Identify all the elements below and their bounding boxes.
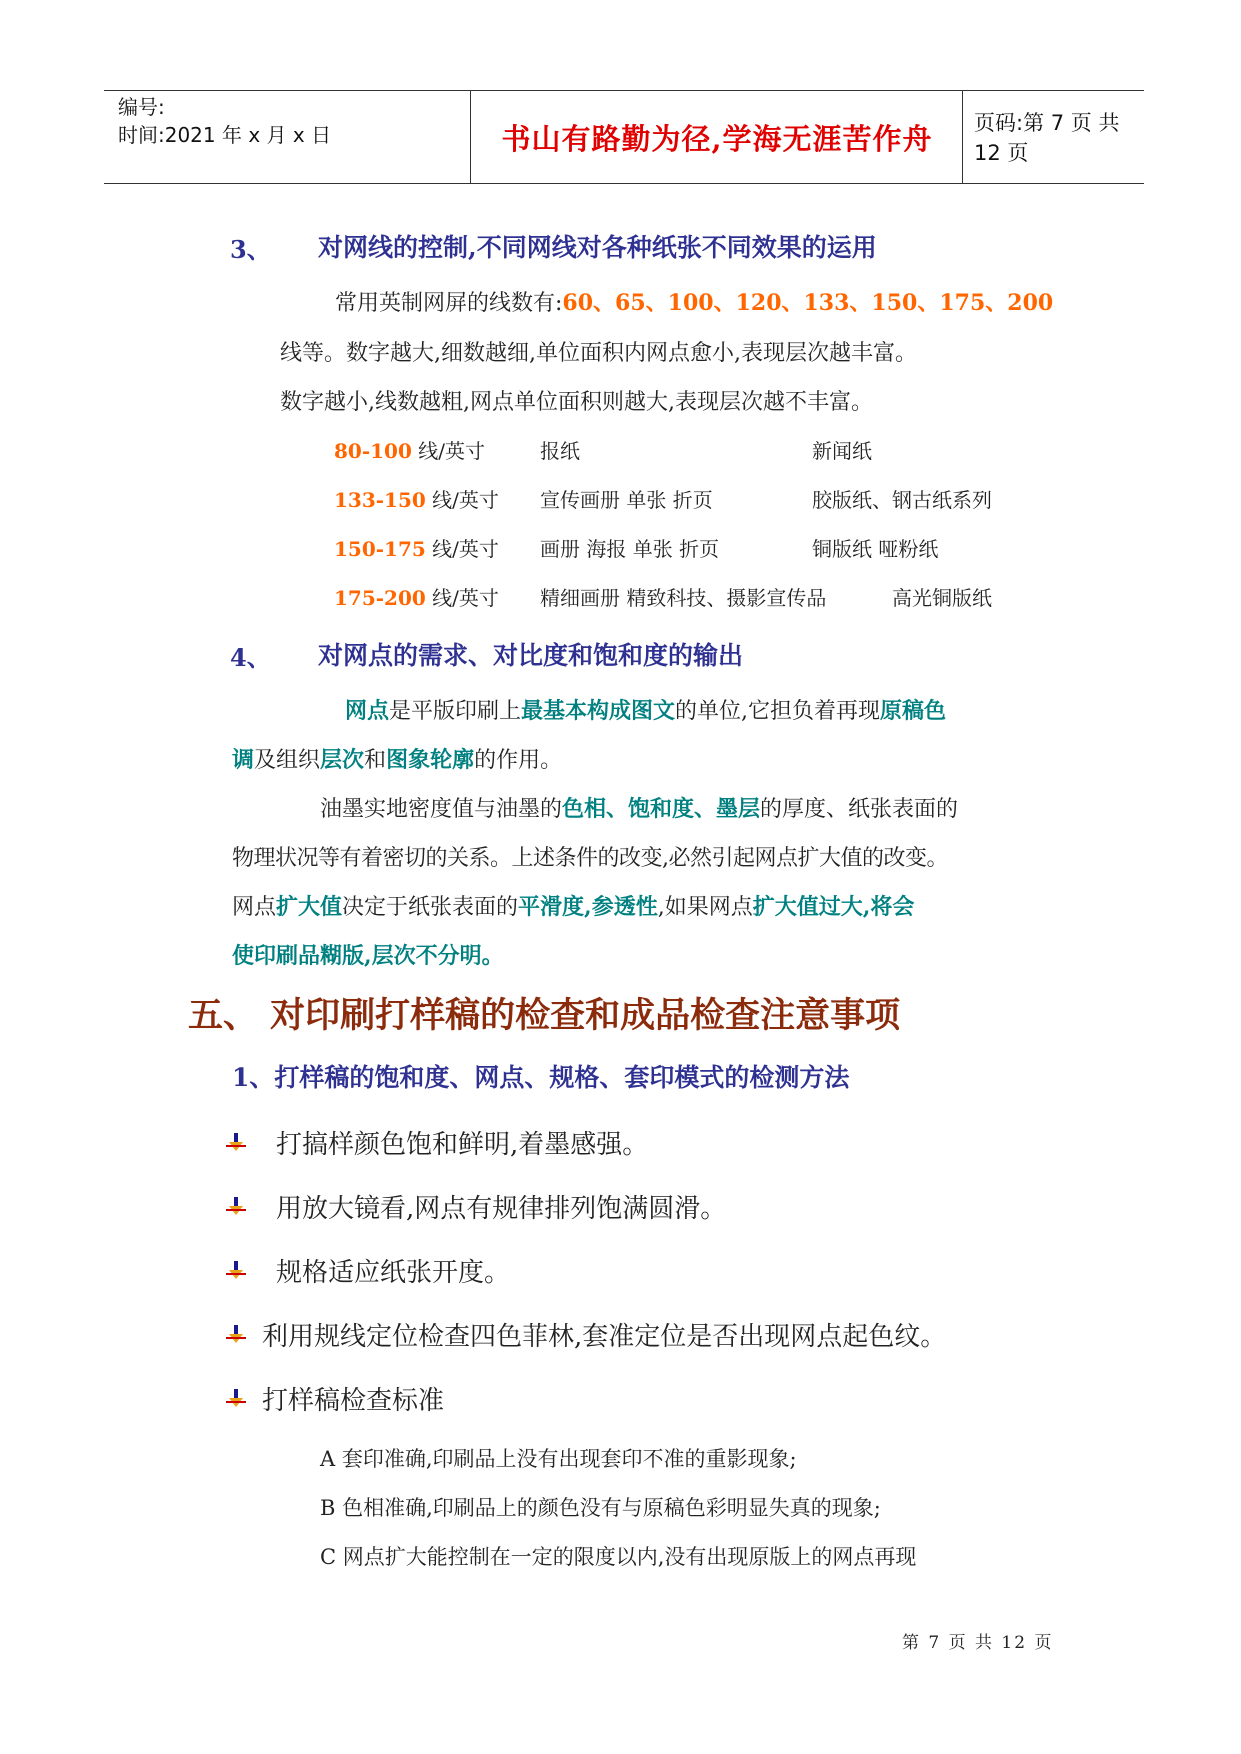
standard-item: A 套印准确,印刷品上没有出现套印不准的重影现象; [320, 1447, 797, 1471]
line-count-values: 60、65、100、120、133、150、175、200 [562, 290, 1054, 316]
line-range: 80-100 [334, 439, 412, 463]
term: 原稿色 [880, 698, 947, 724]
term: 层次 [320, 747, 365, 773]
section3-title: 对网线的控制,不同网线对各种纸张不同效果的运用 [318, 233, 877, 262]
section4-para2-line3 [232, 890, 914, 921]
term: 扩大值过大,将会 [752, 894, 915, 920]
table-row [334, 435, 485, 464]
header-page-label: 页码:第 7 页 共 12 页 [974, 111, 1120, 165]
term: 网点 [345, 698, 390, 724]
bullet-item: 规格适应纸张开度。 [276, 1258, 511, 1288]
section3-para-line2: 线等。数字越大,细数越细,单位面积内网点愈小,表现层次越丰富。 [280, 341, 917, 366]
line-unit: 线/英寸 [425, 586, 499, 610]
line-range: 150-175 [334, 537, 426, 561]
table-row [334, 533, 499, 562]
table-row [334, 582, 499, 611]
para-text: 常用英制网屏的线数有: [335, 291, 563, 316]
line-unit: 线/英寸 [411, 439, 485, 463]
arrow-bullet-icon [226, 1261, 246, 1281]
arrow-bullet-icon [226, 1133, 246, 1153]
arrow-bullet-icon [226, 1325, 246, 1345]
bullet-item: 打样稿检查标准 [262, 1386, 445, 1416]
para-text: 是平版印刷上 [389, 699, 522, 724]
bullet-item: 打搞样颜色饱和鲜明,着墨感强。 [276, 1130, 649, 1160]
term: 扩大值 [276, 894, 343, 920]
arrow-bullet-icon [226, 1389, 246, 1409]
term: 图象轮廓 [386, 747, 475, 773]
doc-number-label: 编号: [118, 95, 165, 119]
bullet-item: 利用规线定位检查四色菲林,套准定位是否出现网点起色纹。 [262, 1322, 947, 1352]
line-range: 175-200 [334, 586, 426, 610]
section4-para2-line4: 使印刷品糊版,层次不分明。 [232, 943, 504, 969]
section4-para1-line2 [232, 743, 562, 774]
page-footer: 第 7 页 共 12 页 [902, 1633, 1054, 1653]
section4-title: 对网点的需求、对比度和饱和度的输出 [318, 641, 744, 670]
arrow-bullet-icon [226, 1197, 246, 1217]
section3-para-line1 [335, 286, 1053, 317]
para-text: ,如果网点 [657, 895, 753, 920]
table-row [334, 484, 499, 513]
para-text: 和 [364, 748, 387, 773]
header-meta [118, 91, 470, 183]
para-text: 决定于纸张表面的 [342, 895, 519, 920]
table-cell-paper: 高光铜版纸 [892, 586, 992, 610]
table-cell-paper: 铜版纸 哑粉纸 [812, 537, 939, 561]
term: 平滑度,参透性 [518, 894, 658, 920]
section5-title: 五、 对印刷打样稿的检查和成品检查注意事项 [188, 995, 901, 1036]
term: 色相、饱和度、墨层 [562, 796, 761, 822]
section3-number: 3、 [230, 235, 271, 264]
para-text: 的作用。 [474, 748, 563, 773]
table-cell-use: 报纸 [540, 439, 580, 463]
doc-time-label: 时间:2021 年 x 月 x 日 [118, 123, 332, 147]
para-text: 网点 [232, 895, 277, 920]
section4-number: 4、 [230, 643, 271, 672]
standard-item: B 色相准确,印刷品上的颜色没有与原稿色彩明显失真的现象; [320, 1496, 881, 1520]
section3-para-line3: 数字越小,线数越粗,网点单位面积则越大,表现层次越不丰富。 [280, 390, 873, 415]
header-motto: 书山有路勤为径,学海无涯苦作舟 [501, 121, 933, 156]
bullet-item: 用放大镜看,网点有规律排列饱满圆滑。 [276, 1194, 727, 1224]
table-cell-use: 精细画册 精致科技、摄影宣传品 [540, 586, 827, 610]
section4-para2-line1 [320, 792, 958, 823]
line-unit: 线/英寸 [425, 537, 499, 561]
para-text: 的单位,它担负着再现 [675, 699, 881, 724]
page-header [104, 90, 1144, 184]
line-range: 133-150 [334, 488, 426, 512]
table-cell-paper: 新闻纸 [812, 439, 872, 463]
para-text: 的厚度、纸张表面的 [760, 797, 959, 822]
term: 最基本构成图文 [521, 698, 676, 724]
term: 调 [232, 747, 255, 773]
para-text: 油墨实地密度值与油墨的 [320, 797, 563, 822]
line-unit: 线/英寸 [425, 488, 499, 512]
section5-subtitle: 1、打样稿的饱和度、网点、规格、套印模式的检测方法 [232, 1063, 850, 1092]
table-cell-paper: 胶版纸、钢古纸系列 [812, 488, 992, 512]
section4-para2-line2: 物理状况等有着密切的关系。上述条件的改变,必然引起网点扩大值的改变。 [232, 846, 948, 871]
table-cell-use: 画册 海报 单张 折页 [540, 537, 720, 561]
para-text: 及组织 [254, 748, 321, 773]
table-cell-use: 宣传画册 单张 折页 [540, 488, 713, 512]
standard-item: C 网点扩大能控制在一定的限度以内,没有出现原版上的网点再现 [320, 1545, 917, 1569]
section4-para1-line1 [345, 694, 946, 725]
